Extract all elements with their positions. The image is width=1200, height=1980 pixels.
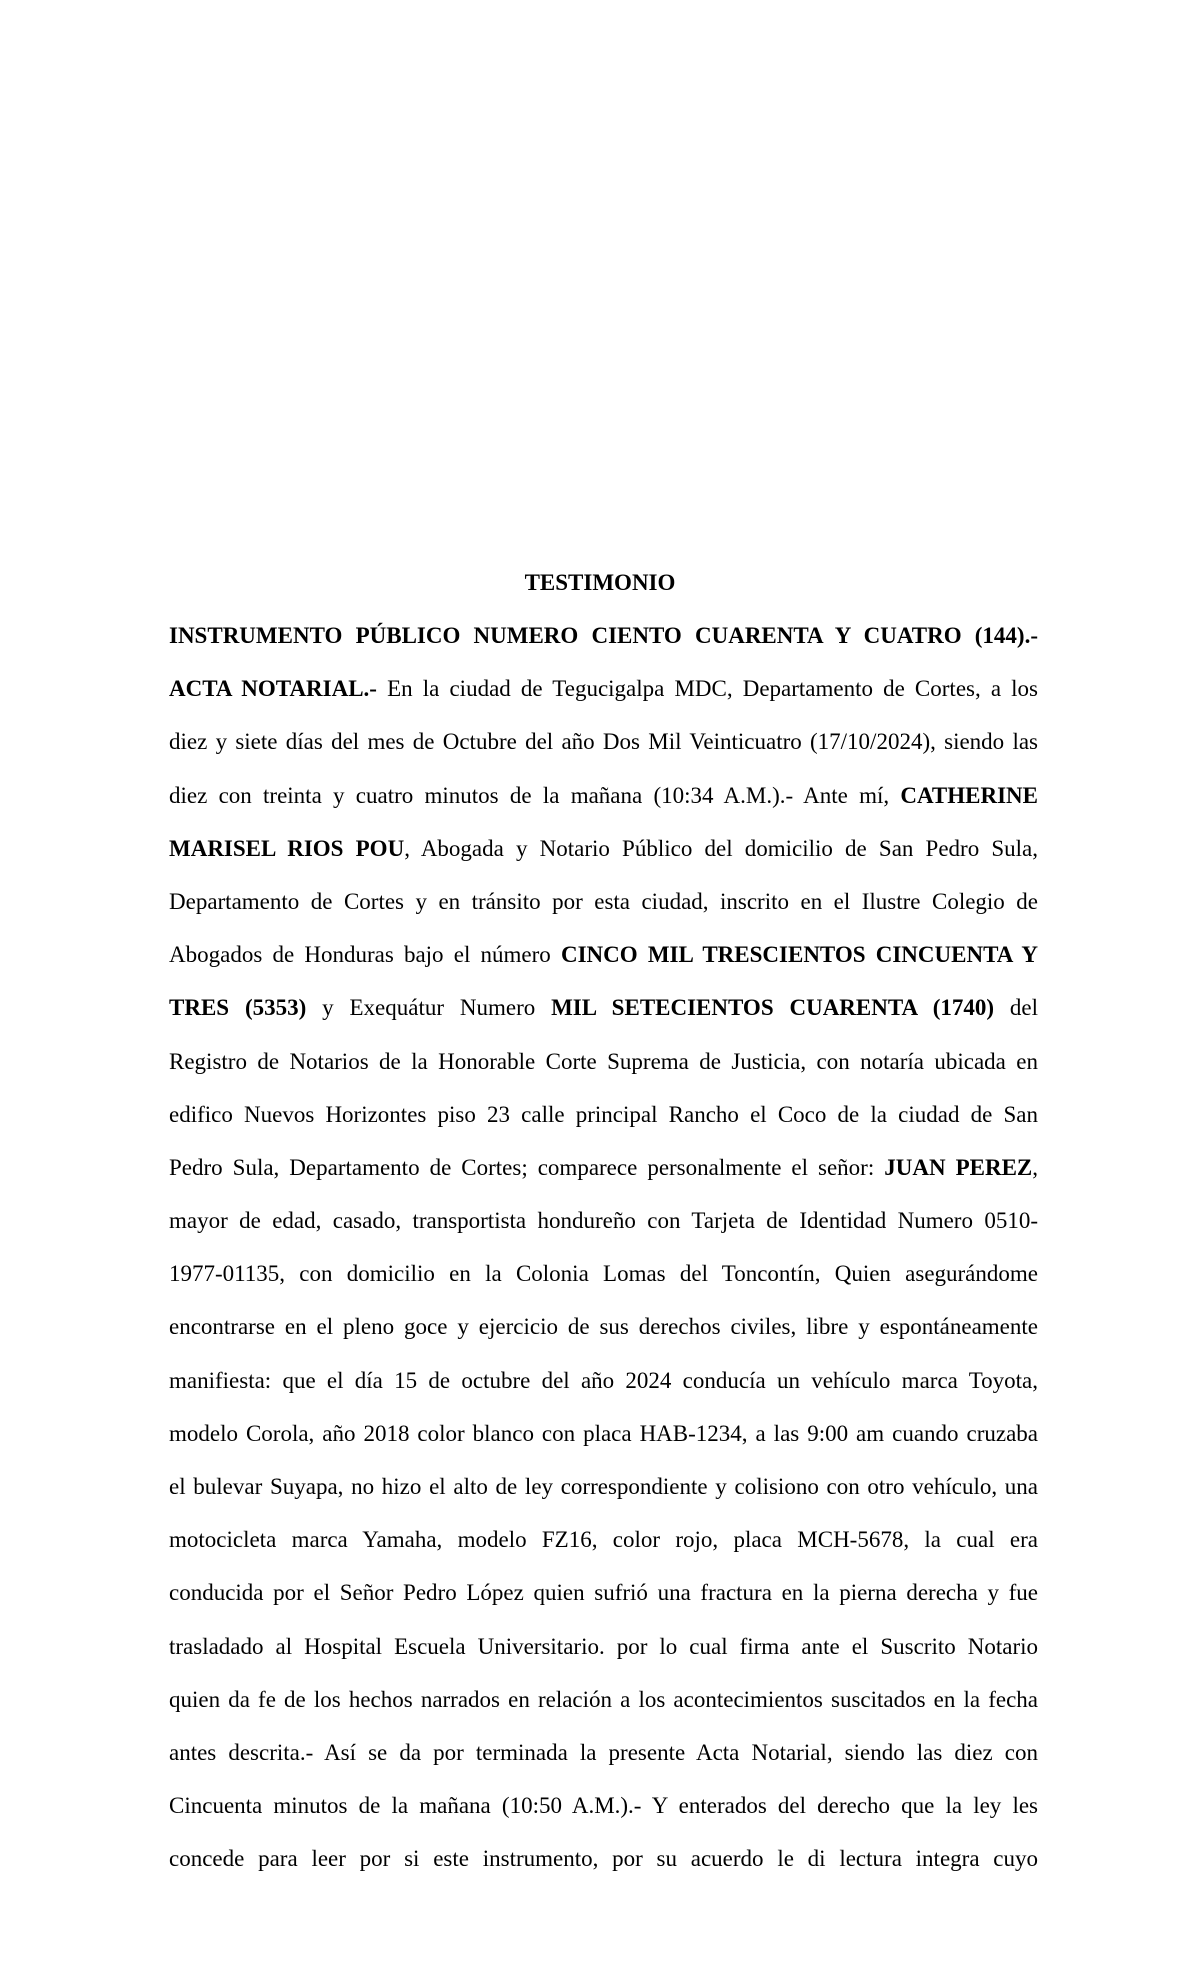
text-segment: 1977-01135, con domicilio en la Colonia Lomas del Toncontín, Quien asegurándome xyxy=(169,1261,1038,1287)
body-line xyxy=(169,888,1038,941)
text-segment: motocicleta marca Yamaha, modelo FZ16, color rojo, placa MCH-5678, la cual era xyxy=(169,1527,1038,1553)
text-segment: encontrarse en el pleno goce y ejercicio de sus derechos civiles, libre y espontáneamente xyxy=(169,1314,1038,1340)
text-segment: trasladado al Hospital Escuela Universitario. por lo cual firma ante el Suscrito Notario xyxy=(169,1633,1038,1659)
document-title: TESTIMONIO xyxy=(524,570,676,595)
body-line xyxy=(169,1633,1038,1686)
text-segment: diez y siete días del mes de Octubre del año Dos Mil Veinticuatro (17/10/2024), siendo las xyxy=(169,729,1038,755)
body-line xyxy=(169,1367,1038,1420)
bold-text-segment: CINCO MIL TRESCIENTOS CINCUENTA Y xyxy=(560,942,1038,968)
text-segment: Cincuenta minutos de la mañana (10:50 A.M.).- Y enterados del derecho que la ley les xyxy=(169,1793,1038,1819)
body-line xyxy=(169,1739,1038,1792)
body-line xyxy=(169,1845,1038,1898)
text-segment: mayor de edad, casado, transportista hondureño con Tarjeta de Identidad Numero 0510- xyxy=(169,1208,1038,1234)
text-segment: quien da fe de los hechos narrados en relación a los acontecimientos suscitados en la fecha xyxy=(169,1686,1038,1712)
body-line xyxy=(169,1260,1038,1313)
body-line xyxy=(169,1686,1038,1739)
text-segment: el bulevar Suyapa, no hizo el alto de ley correspondiente y colisiono con otro vehículo, una xyxy=(169,1474,1038,1499)
text-segment: , Abogada y Notario Público del domicilio de San Pedro Sula, xyxy=(404,835,1038,861)
body-line xyxy=(169,1048,1038,1101)
bold-text-segment: MIL SETECIENTOS CUARENTA (1740) xyxy=(551,995,995,1021)
body-line xyxy=(169,1313,1038,1366)
body-line xyxy=(169,835,1038,888)
text-segment: Registro de Notarios de la Honorable Corte Suprema de Justicia, con notaría ubicada en xyxy=(169,1048,1038,1074)
text-segment: En la ciudad de Tegucigalpa MDC, Departamento de Cortes, a los xyxy=(376,676,1038,702)
bold-text-segment: ACTA NOTARIAL.- xyxy=(169,676,377,702)
text-segment: Departamento de Cortes y en tránsito por esta ciudad, inscrito en el Ilustre Colegio de xyxy=(169,888,1038,914)
body-line xyxy=(169,1154,1038,1207)
text-segment: edifico Nuevos Horizontes piso 23 calle principal Rancho el Coco de la ciudad de San xyxy=(169,1101,1038,1127)
text-segment: , xyxy=(1032,1154,1038,1180)
text-segment: Pedro Sula, Departamento de Cortes; comparece personalmente el señor: xyxy=(169,1154,885,1180)
text-segment: y Exequátur Numero xyxy=(306,995,552,1021)
text-segment: concede para leer por si este instrumento, por su acuerdo le di lectura integra cuyo xyxy=(169,1846,1038,1872)
body-line xyxy=(169,728,1038,781)
body-line xyxy=(169,675,1038,728)
document-body xyxy=(169,622,1038,1899)
text-segment: diez con treinta y cuatro minutos de la mañana (10:34 A.M.).- Ante mí, xyxy=(169,782,901,808)
text-segment: conducida por el Señor Pedro López quien sufrió una fractura en la pierna derecha y fue xyxy=(169,1580,1038,1606)
bold-text-segment: CATHERINE xyxy=(900,782,1038,808)
text-segment: manifiesta: que el día 15 de octubre del año 2024 conducía un vehículo marca Toyota, xyxy=(169,1367,1038,1393)
body-line xyxy=(169,1420,1038,1473)
bold-text-segment: INSTRUMENTO PÚBLICO NUMERO CIENTO CUARENTA Y CUATRO (144).- xyxy=(169,623,1038,648)
body-line xyxy=(169,1207,1038,1260)
body-line xyxy=(169,622,1038,675)
text-segment: Abogados de Honduras bajo el número xyxy=(169,942,561,968)
text-segment: antes descrita.- Así se da por terminada la presente Acta Notarial, siendo las diez con xyxy=(169,1739,1038,1765)
body-line xyxy=(169,782,1038,835)
bold-text-segment: TRES (5353) xyxy=(169,995,307,1021)
bold-text-segment: JUAN PEREZ xyxy=(884,1154,1033,1180)
body-line xyxy=(169,941,1038,994)
text-segment: modelo Corola, año 2018 color blanco con placa HAB-1234, a las 9:00 am cuando cruzaba xyxy=(169,1420,1038,1446)
body-line xyxy=(169,1792,1038,1845)
body-line xyxy=(169,1473,1038,1526)
body-line xyxy=(169,1579,1038,1632)
text-segment: del xyxy=(994,995,1038,1021)
body-line xyxy=(169,994,1038,1047)
body-line xyxy=(169,1526,1038,1579)
body-line xyxy=(169,1101,1038,1154)
bold-text-segment: MARISEL RIOS POU xyxy=(169,835,405,861)
